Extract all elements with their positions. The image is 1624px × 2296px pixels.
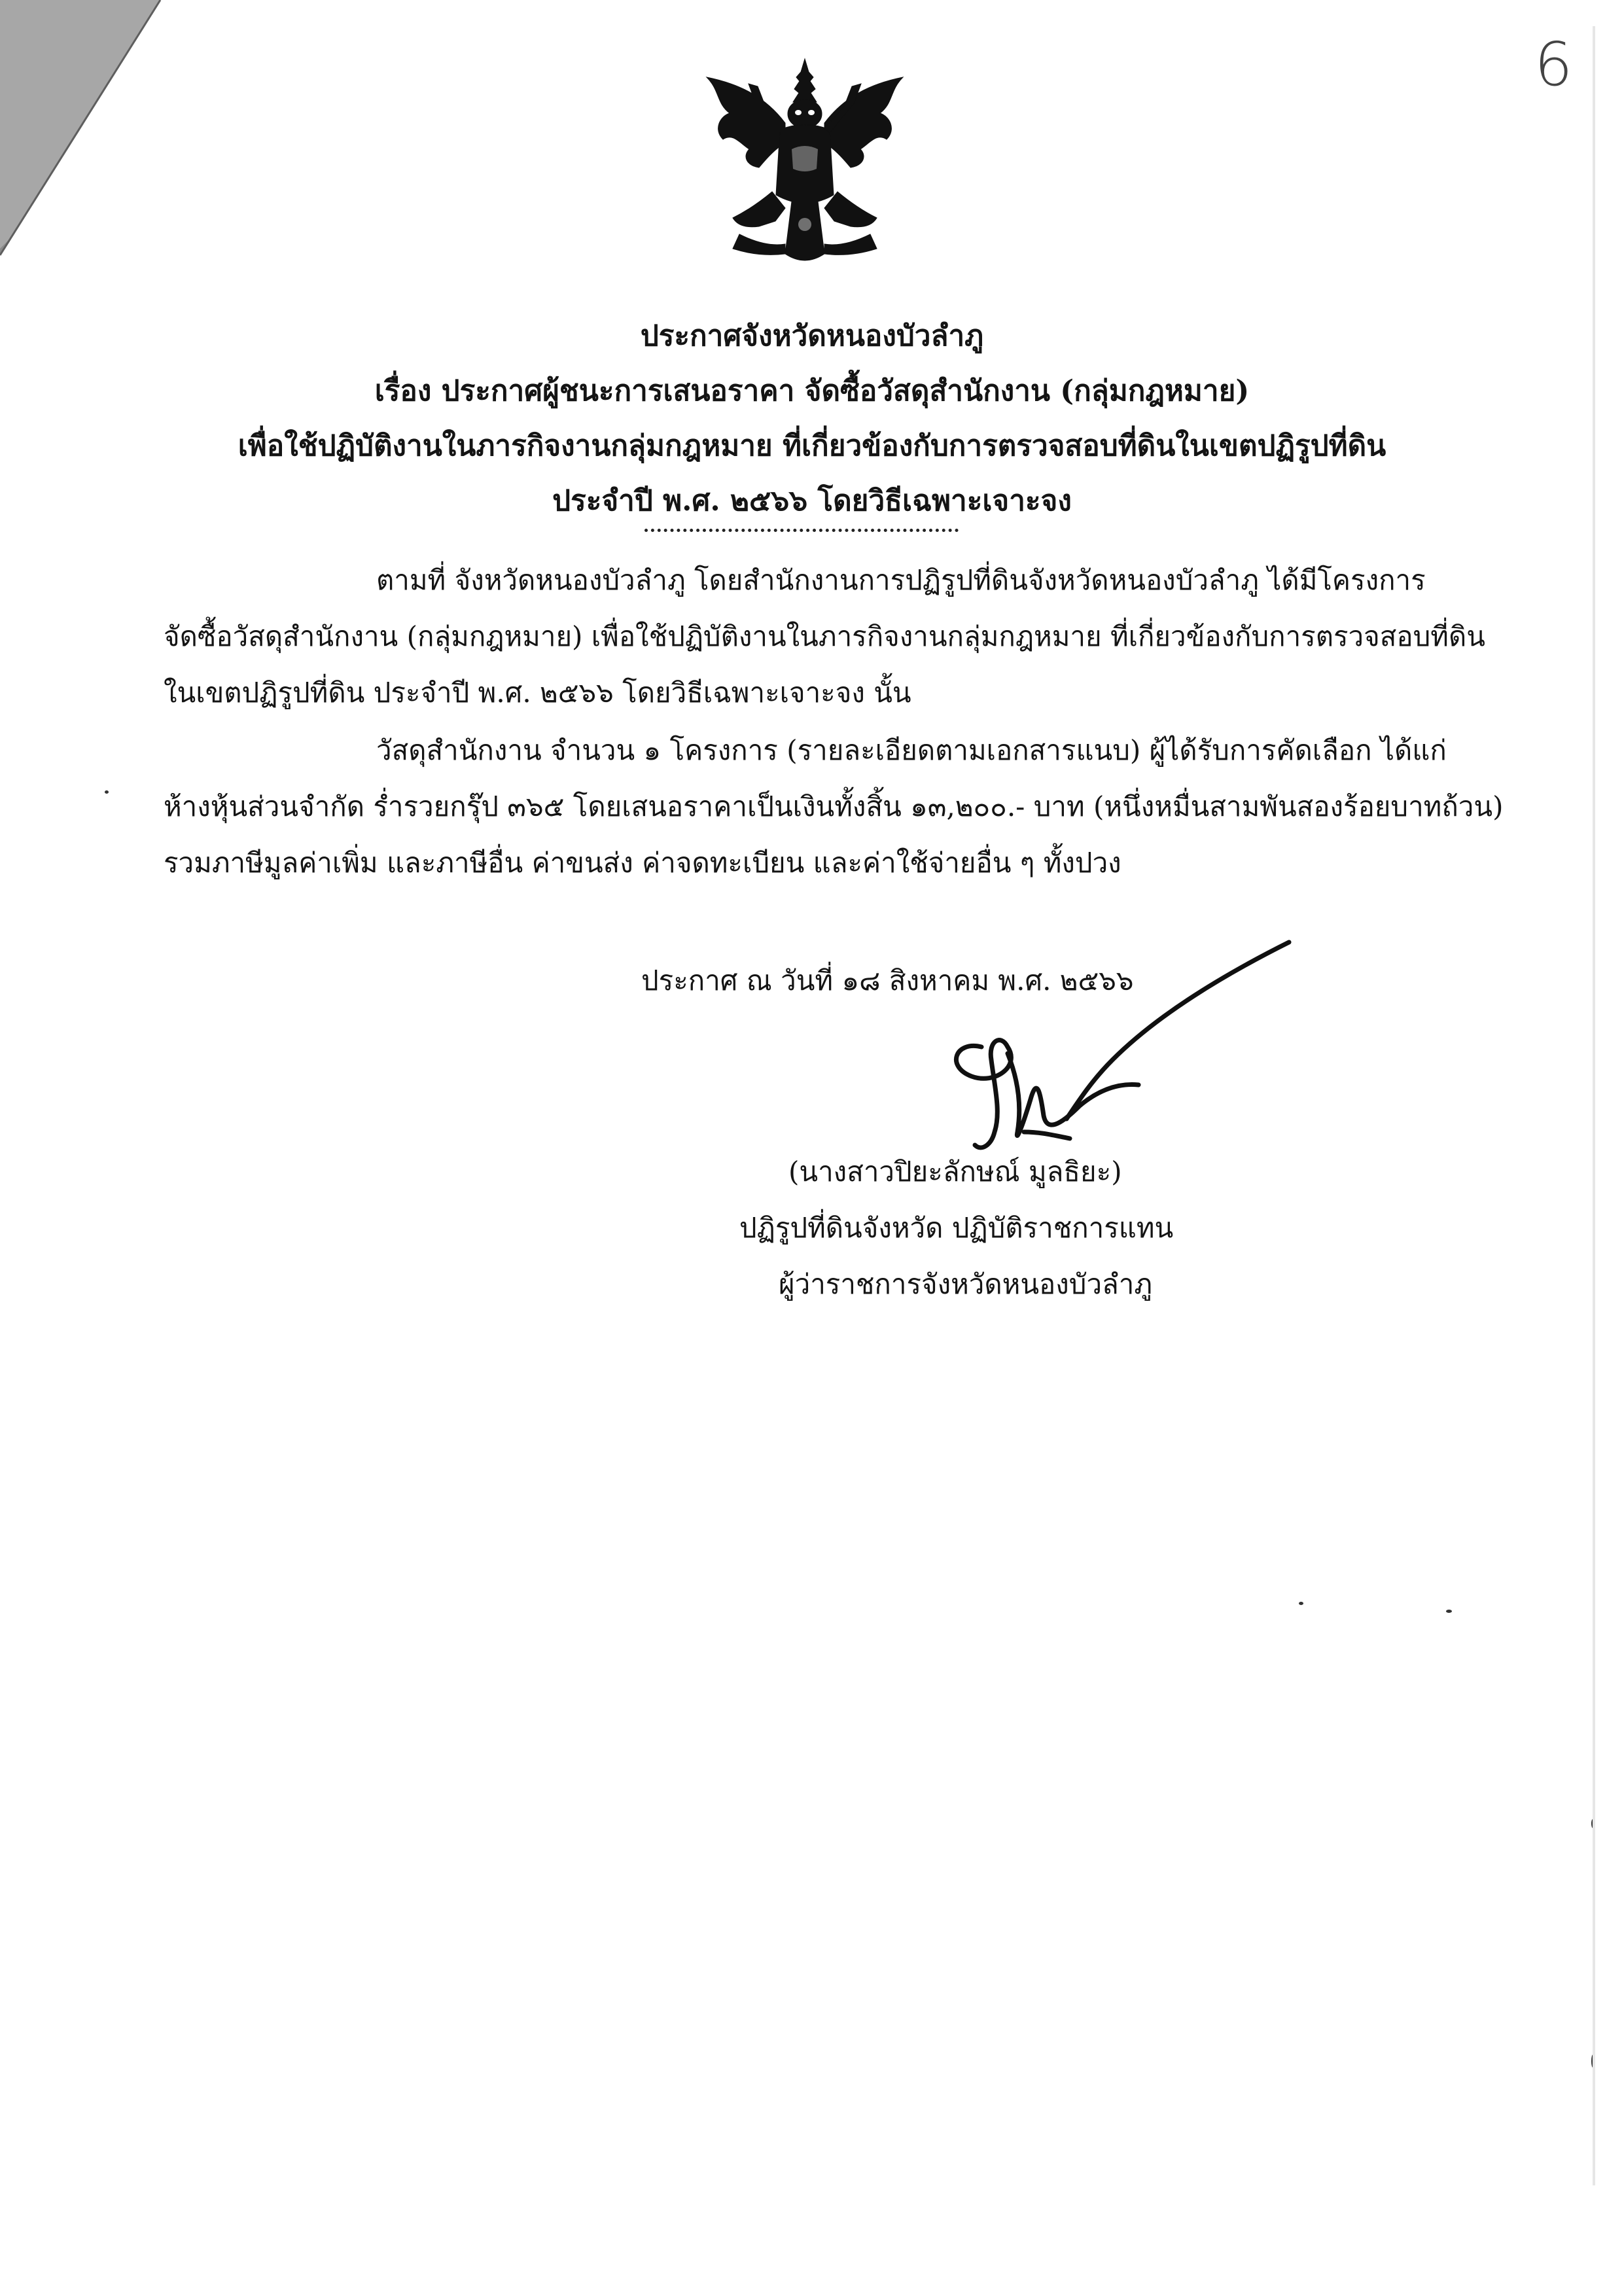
scan-corner-shadow [0, 0, 170, 262]
subject-line: เรื่อง ประกาศผู้ชนะการเสนอราคา จัดซื้อวัสดุสำนักงาน (กลุ่มกฎหมาย) [374, 374, 1250, 408]
paragraph-2-line-2: ห้างหุ้นส่วนจำกัด ร่ำรวยกรุ๊ป ๓๖๕ โดยเสนอราคาเป็นเงินทั้งสิ้น ๑๓,๒๐๐.- บาท (หนึ่งหมื่นสามพันสองร้อยบาทถ้วน) [164, 790, 1504, 822]
signatory-position: ปฏิรูปที่ดินจังหวัด ปฏิบัติราชการแทน [739, 1212, 1174, 1244]
signatory-name: (นางสาวปิยะลักษณ์ มูลธิยะ) [788, 1156, 1122, 1188]
paragraph-2-line-3: รวมภาษีมูลค่าเพิ่ม และภาษีอื่น ค่าขนส่ง ค่าจดทะเบียน และค่าใช้จ่ายอื่น ๆ ทั้งปวง [164, 847, 1121, 879]
subject-line-3: ประจำปี พ.ศ. ๒๕๖๖ โดยวิธีเฉพาะเจาะจง [552, 484, 1072, 518]
announcement-title: ประกาศจังหวัดหนองบัวลำภู [640, 319, 984, 353]
handwritten-signature-icon [909, 936, 1302, 1171]
dotted-divider [644, 529, 959, 532]
signatory-position-2: ผู้ว่าราชการจังหวัดหนองบัวลำภู [779, 1268, 1153, 1300]
paragraph-2-line-1: วัสดุสำนักงาน จำนวน ๑ โครงการ (รายละเอียดตามเอกสารแนบ) ผู้ได้รับการคัดเลือก ได้แก่ [376, 734, 1447, 766]
paragraph-1-line-3: ในเขตปฏิรูปที่ดิน ประจำปี พ.ศ. ๒๕๖๖ โดยวิธีเฉพาะเจาะจง นั้น [164, 677, 911, 709]
subject-line-2: เพื่อใช้ปฏิบัติงานในภารกิจงานกลุ่มกฎหมาย ที่เกี่ยวข้องกับการตรวจสอบที่ดินในเขตปฏิรูปที่ดิน [238, 429, 1386, 463]
paragraph-1-line-2: จัดซื้อวัสดุสำนักงาน (กลุ่มกฎหมาย) เพื่อใช้ปฏิบัติงานในภารกิจงานกลุ่มกฎหมาย ที่เกี่ยวข้องกับการตรวจสอบที่ดิน [164, 620, 1485, 652]
scan-speck [1299, 1602, 1303, 1605]
paragraph-1-line-1: ตามที่ จังหวัดหนองบัวลำภู โดยสำนักงานการปฏิรูปที่ดินจังหวัดหนองบัวลำภู ได้มีโครงการ [376, 564, 1426, 596]
scan-speck [1446, 1610, 1452, 1613]
scan-speck [105, 790, 109, 794]
announcement-date: ประกาศ ณ วันที่ ๑๘ สิงหาคม พ.ศ. ๒๕๖๖ [641, 964, 1134, 997]
garuda-emblem-icon [694, 58, 916, 274]
scan-speck [1593, 26, 1595, 2185]
page-number: 6 [1534, 29, 1573, 99]
